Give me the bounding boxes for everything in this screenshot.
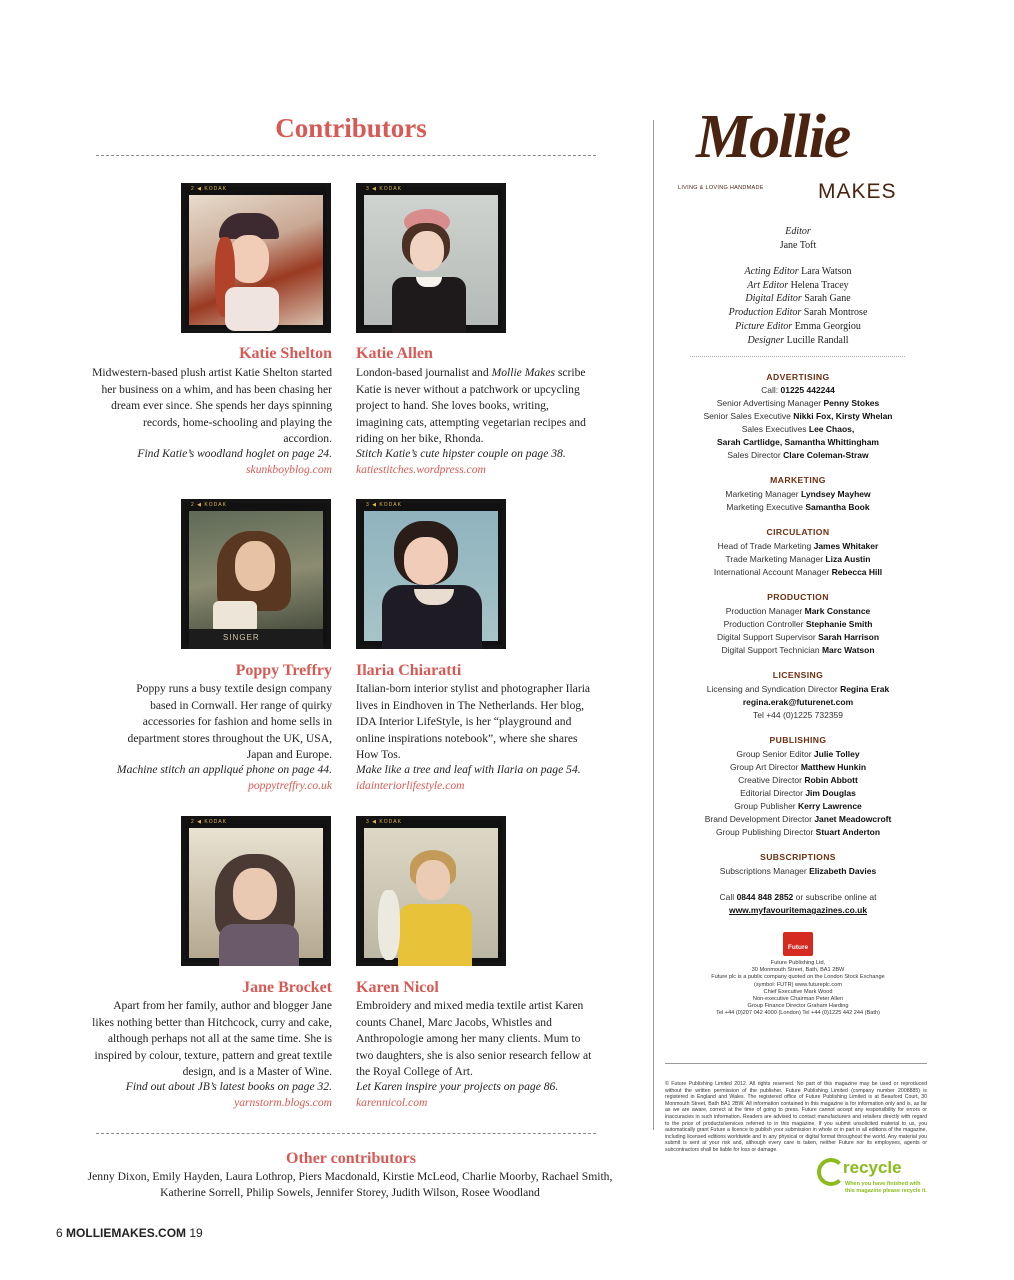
singer-label: SINGER [223,633,260,642]
logo-script: Mollie [696,103,850,171]
licensing-staff: Licensing and Syndication Director Regina Erak regina.erak@futurenet.com Tel +44 (0)1225 732359 [706,684,890,720]
legal-text: © Future Publishing Limited 2012. All rights reserved. No part of this magazine may be used or reproduced without the written permission of the publisher. Future Publishing Limited (company number 2008885) is registered in England and Wales. The registered office of Future Publishing Limited is at Beauford Court, 30 Monmouth Street, Bath BA1 2BW. All information contained in this magazine is for information only and is, as far as we are aware, correct at the time of going to press. Future cannot accept any responsibility for errors or inaccuracies in such information. Readers are advised to contact manufacturers and retailers directly with regard to the price of products/services referred to in this magazine. If you submit unsolicited material to us, you automatically grant Future a licence to publish your submission in whole or in part in all editions of the magazine, including licensed editions worldwide and in any physical or digital format throughout the world. Any material you submit is sent at your risk and, although every care is taken, neither Future nor its employees, agents or subcontractors shall be liable for loss or damage. [665,1081,927,1153]
contributor-name: Poppy Treffry [235,662,332,679]
contributor-bio: London-based journalist and Mollie Makes scribe Katie is never without a patchwork or upcycling project to hand. She loves books, writing, imagining cats, attempting vegetarian recipes and riding on her bike, Rhonda. [356,366,586,445]
future-address: Future Publishing Ltd, 30 Monmouth Street, Bath, BA1 2BW Future plc is a public company quoted on the London Stock Exchange (symbol: FUTR) www.futureplc.com Chief Executive Mark Wood Non-executive Chairman Peter Allen Group Finance Director Graham Harding Tel +44 (0)207 042 4000 (London) Tel +44 (0)1225 442 244 (Bath) [711,960,885,1017]
contributor-name: Jane Brocket [242,979,332,996]
photo-karen-nicol [356,816,506,966]
photo-katie-shelton [181,183,331,333]
contributor-bio: Midwestern-based plush artist Katie Shelton started her business on a whim, and has been chasing her dream ever since. She spends her days spinning records, home-schooling and playing the accordion. [92,366,332,445]
editor-name: Jane Toft [779,240,817,251]
photo-poppy-treffry [181,499,331,649]
production-staff: Production Manager Mark Constance Production Controller Stephanie Smith Digital Support Supervisor Sarah Harrison Digital Support Technician Marc Watson [716,606,880,655]
contributor-bio: Apart from her family, author and blogger Jane likes nothing better than Hitchcock, curry and cake, although perhaps not all at the same time. She is inspired by colour, texture, pattern and great textile design, and is a Master of Wine. [92,999,332,1078]
marketing-staff: Marketing Manager Lyndsey Mayhew Marketing Executive Samantha Book [725,489,871,512]
licensing-heading: LICENSING [772,670,824,680]
advertising-staff: Call: 01225 442244 Senior Advertising Manager Penny Stokes Senior Sales Executive Nikki Fox, Kirsty Whelan Sales Executives Lee Chaos, Sarah Cartlidge, Samantha Whittingham Sales Director Clare Coleman-Straw [703,385,893,460]
page-footer [56,1226,203,1240]
contributor-tip: Make like a tree and leaf with Ilaria on page 54. [356,763,581,776]
contributor-tip: Stitch Katie’s cute hipster couple on page 38. [356,447,566,460]
advertising-heading: ADVERTISING [766,372,830,382]
contributor-link[interactable]: karennicol.com [356,1096,428,1109]
marketing-heading: MARKETING [770,475,826,485]
contributor-name: Katie Shelton [239,345,332,362]
other-contributors-title: Other contributors [286,1150,416,1167]
contributor-tip: Find out about JB’s latest books on page 32. [125,1080,332,1093]
contributor-name: Ilaria Chiaratti [356,662,462,679]
other-contributors-list: Jenny Dixon, Emily Hayden, Laura Lothrop, Piers Macdonald, Kirstie McLeod, Charlie Moorby, Rachael Smith, Katherine Sorrell, Philip Sowels, Jennifer Storey, Judith Wilson, Rosee Woodland [87,1170,613,1199]
editorial-staff: Acting Editor Lara Watson Art Editor Helena Tracey Digital Editor Sarah Gane Production Editor Sarah Montrose Picture Editor Emma Georgiou Designer Lucille Randall [728,266,868,346]
masthead-divider [690,356,905,357]
recycle-icon [817,1158,845,1186]
subscriptions-staff: Subscriptions Manager Elizabeth Davies [719,866,877,876]
subscriptions-website-link[interactable]: www.myfavouritemagazines.co.uk [728,905,868,915]
contributor-bio: Poppy runs a busy textile design company based in Cornwall. Her range of quirky accessories for fashion and home sells in department stores throughout the UK, USA, Japan and Europe. [127,682,332,761]
film-edge-label: 3 ◀ KODAK [366,819,402,825]
recycle-badge [815,1156,927,1196]
subscriptions-heading: SUBSCRIPTIONS [760,852,836,862]
issue-number: 19 [189,1226,203,1240]
recycle-note: When you have finished with this magazine please recycle it. [845,1181,927,1194]
column-divider [653,120,654,1130]
title-divider [96,155,596,156]
contributor-bio: Embroidery and mixed media textile artist Karen counts Chanel, Marc Jacobs, Whistles and Anthropologie among her many clients. Mum to two daughters, she is also senior research fellow at the Royal College of Art. [356,999,592,1078]
circulation-staff: Head of Trade Marketing James Whitaker Trade Marketing Manager Liza Austin International Account Manager Rebecca Hill [713,541,883,577]
other-divider [96,1133,596,1134]
circulation-heading: CIRCULATION [766,527,830,537]
publishing-staff: Group Senior Editor Julie Tolley Group Art Director Matthew Hunkin Creative Director Robin Abbott Editorial Director Jim Douglas Group Publisher Kerry Lawrence Brand Development Director Janet Meadowcroft Group Publishing Director Stuart Anderton [704,749,892,837]
film-edge-label: 3 ◀ KODAK [366,502,402,508]
page-title: Contributors [275,113,427,143]
contributor-link[interactable]: katiestitches.wordpress.com [356,463,486,476]
logo-makes: MAKES [818,180,897,203]
photo-katie-allen [356,183,506,333]
page-number: 6 [56,1226,63,1240]
subscriptions-call: Call 0844 848 2852 or subscribe online at www.myfavouritemagazines.co.uk [719,892,877,915]
film-edge-label: 3 ◀ KODAK [366,186,402,192]
production-heading: PRODUCTION [767,592,829,602]
contributor-link[interactable]: idainteriorlifestyle.com [356,779,465,792]
contributor-link[interactable]: yarnstorm.blogs.com [234,1096,332,1109]
mollie-makes-logo [678,103,930,208]
contributor-tip: Machine stitch an appliqué phone on page 44. [116,763,332,776]
future-logo: Future [783,932,813,956]
editor-role: Editor [785,226,811,237]
photo-ilaria-chiaratti [356,499,506,649]
recycle-word: recycle [843,1158,902,1177]
contributor-link[interactable]: poppytreffry.co.uk [248,779,332,792]
logo-tagline: LIVING & LOVING HANDMADE [678,185,764,191]
photo-jane-brocket [181,816,331,966]
footer-site: MOLLIEMAKES.COM [66,1226,187,1240]
contributor-tip: Let Karen inspire your projects on page 86. [356,1080,559,1093]
film-edge-label: 2 ◀ KODAK [191,819,227,825]
legal-divider [665,1063,927,1064]
film-edge-label: 2 ◀ KODAK [191,186,227,192]
publishing-heading: PUBLISHING [769,735,827,745]
contributor-link[interactable]: skunkboyblog.com [246,463,332,476]
contributor-name: Katie Allen [356,345,433,362]
film-edge-label: 2 ◀ KODAK [191,502,227,508]
contributor-tip: Find Katie’s woodland hoglet on page 24. [137,447,332,460]
contributor-bio: Italian-born interior stylist and photographer Ilaria lives in Eindhoven in The Netherlands. Her blog, IDA Interior LifeStyle, is her “playground and online inspirations notebook”, where she shares How Tos. [356,682,591,761]
contributor-name: Karen Nicol [356,979,439,996]
